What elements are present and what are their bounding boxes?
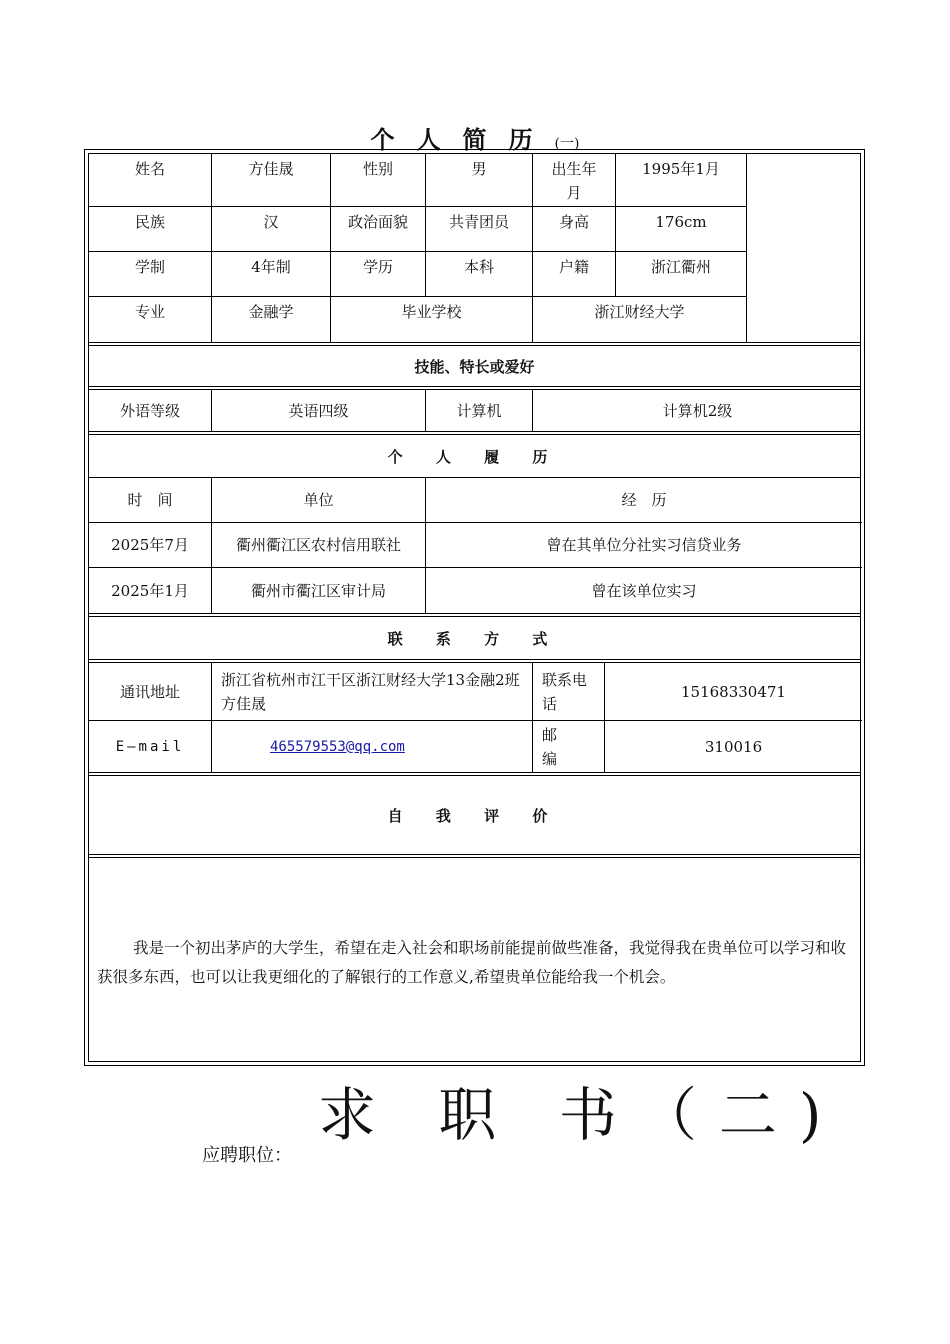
name-label: 姓名 [89, 154, 212, 207]
major-label: 专业 [89, 297, 212, 342]
ethnicity-label: 民族 [89, 207, 212, 252]
resume-table [84, 149, 865, 1066]
history-col-unit: 单位 [212, 478, 426, 523]
name-value: 方佳晟 [212, 154, 331, 207]
computer-value: 计算机2级 [662, 401, 733, 420]
computer-label: 计算机 [426, 390, 533, 431]
resume-title-sub: (一) [554, 136, 580, 152]
history-row-time: 2025年7月 [89, 523, 212, 568]
school-value: 浙江财经大学 [533, 297, 747, 342]
history-row-time: 2025年1月 [89, 568, 212, 613]
contact-heading: 联 系 方 式 [387, 629, 562, 648]
gender-label: 性别 [331, 154, 426, 207]
phone-value: 15168330471 [605, 663, 862, 721]
language-label: 外语等级 [89, 390, 212, 431]
apply-position-label: 应聘职位： [202, 1145, 292, 1166]
address-value: 浙江省杭州市江干区浙江财经大学13金融2班 方佳晟 [212, 663, 533, 721]
history-row-exp: 曾在该单位实习 [591, 581, 697, 600]
zip-label: 邮编 [533, 721, 605, 772]
height-label: 身高 [533, 207, 616, 252]
political-value: 共青团员 [426, 207, 533, 252]
email-label: E—mail [89, 721, 212, 772]
degree-value: 本科 [426, 252, 533, 297]
history-heading: 个 人 履 历 [387, 447, 562, 466]
self-eval-text: 我是一个初出茅庐的大学生，希望在走入社会和职场前能提前做些准备，我觉得我在贵单位可以学习和收获很多东西，也可以让我更细化的了解银行的工作意义,希望贵单位能给我一个机会。 [97, 939, 847, 986]
birth-label: 出生年月 [533, 154, 616, 207]
language-value: 英语四级 [212, 390, 426, 431]
ethnicity-value: 汉 [212, 207, 331, 252]
address-label: 通讯地址 [89, 663, 212, 721]
degree-label: 学历 [331, 252, 426, 297]
history-row-unit: 衢州衢江区农村信用联社 [212, 523, 426, 568]
email-link[interactable]: 465579553@qq.com [270, 738, 405, 755]
hukou-label: 户籍 [533, 252, 616, 297]
gender-value: 男 [426, 154, 533, 207]
history-row-unit: 衢州市衢江区审计局 [212, 568, 426, 613]
skills-heading: 技能、特长或爱好 [414, 357, 535, 376]
school-label: 毕业学校 [331, 297, 533, 342]
separator [89, 854, 860, 858]
schooling-label: 学制 [89, 252, 212, 297]
history-col-time: 时 间 [89, 478, 212, 523]
birth-value: 1995年1月 [616, 154, 747, 207]
major-value: 金融学 [212, 297, 331, 342]
schooling-value: 4年制 [212, 252, 331, 297]
height-value: 176cm [616, 207, 747, 252]
history-row-exp: 曾在其单位分社实习信贷业务 [426, 523, 862, 568]
political-label: 政治面貌 [331, 207, 426, 252]
resume-title-main: 个人简历 [370, 125, 555, 154]
zip-value: 310016 [704, 737, 763, 756]
hukou-value: 浙江衢州 [616, 252, 747, 297]
phone-label: 联系电话 [533, 663, 605, 721]
self-eval-heading: 自 我 评 价 [387, 806, 562, 825]
photo-area [747, 154, 862, 342]
email-cell [212, 721, 533, 772]
resume-table-inner [88, 153, 861, 1062]
cover-letter-title: 求 职 书（二) [318, 1081, 844, 1149]
history-col-exp: 经 历 [426, 478, 862, 523]
